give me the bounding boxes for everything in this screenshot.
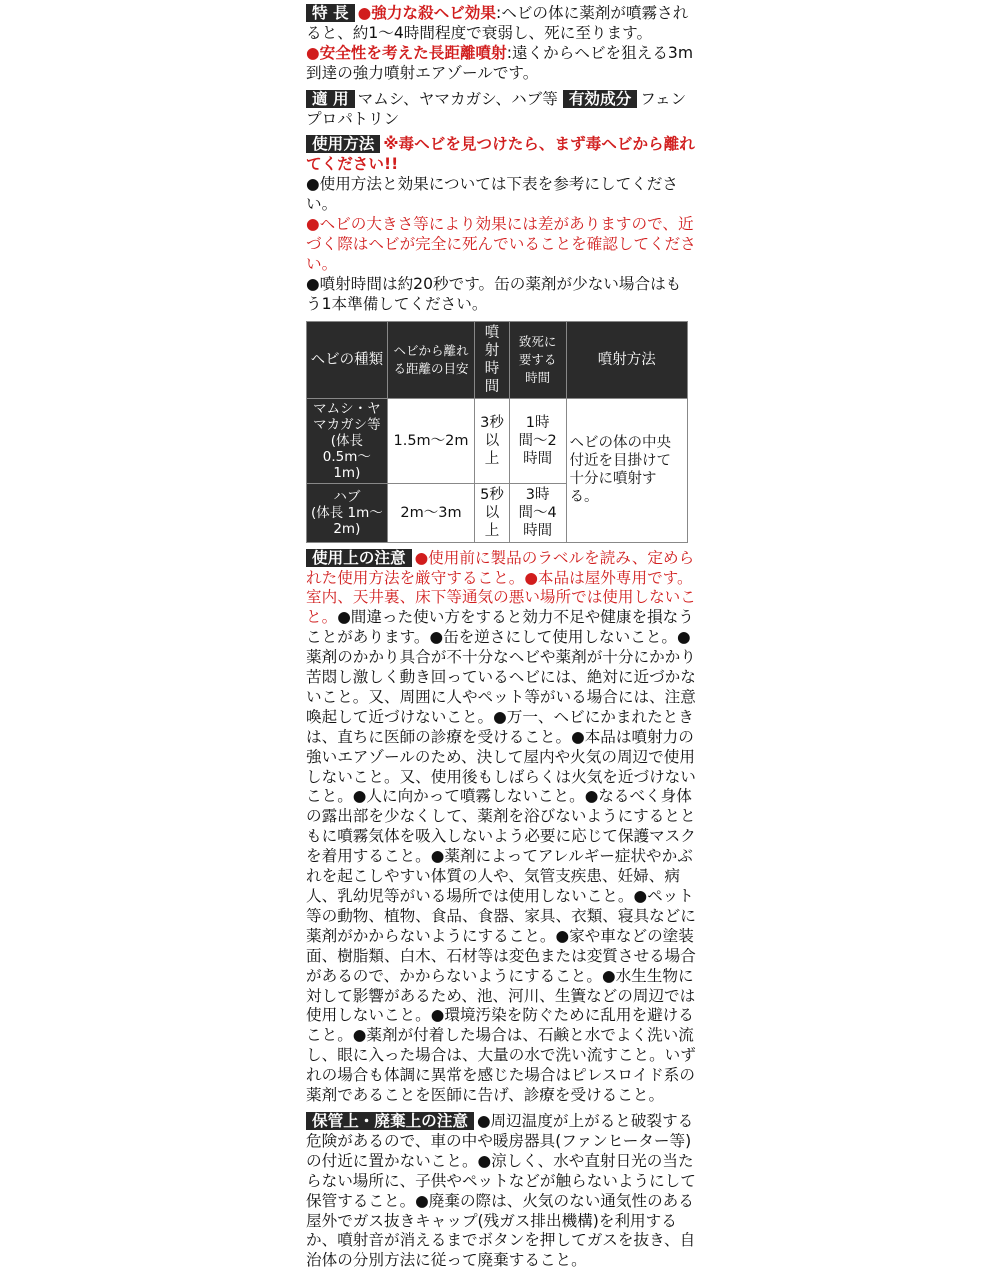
feature-2 bbox=[306, 44, 696, 84]
apply-text: マムシ、ヤマカガシ、ハブ等 bbox=[357, 89, 558, 108]
cell-lethal-time: 3時間〜4時間 bbox=[509, 483, 566, 542]
feature-2-heading: ●安全性を考えた長距離噴射 bbox=[306, 43, 507, 62]
th-lethal-time: 致死に要する時間 bbox=[509, 321, 566, 398]
precautions-section bbox=[306, 549, 696, 1106]
feature-1-heading: ●強力な殺ヘビ効果 bbox=[357, 4, 496, 22]
cell-species bbox=[307, 483, 388, 542]
features-section bbox=[306, 4, 696, 44]
species-size: (体長 1m〜2m) bbox=[310, 504, 383, 537]
cell-species bbox=[307, 398, 388, 483]
label-text-column bbox=[306, 4, 696, 1271]
precautions-red-text: ●使用前に製品のラベルを読み、定められた使用方法を厳守すること。●本品は屋外専用です。室内、天井裏、床下等通気の悪い場所では使用しないこと。 bbox=[306, 548, 696, 627]
species-size: (体長 0.5m〜1m) bbox=[322, 432, 371, 481]
usage-bullet-2: ●ヘビの大きさ等により効果には差がありますので、近づく際はヘビが完全に死んでいることを確認してください。 bbox=[306, 215, 696, 273]
feature-2-text: :遠くからヘビを狙える3m到達の強力噴射エアゾールです。 bbox=[306, 43, 694, 82]
cell-method: ヘビの体の中央付近を目掛けて十分に噴射する。 bbox=[566, 398, 687, 542]
storage-text: ●周辺温度が上がると破裂する危険があるので、車の中や暖房器具(ファンヒーター等)の付近に置かないこと。●涼しく、水や直射日光の当たらない場所に、子供やペットなどが触らないようにして保管すること。●廃棄の際は、火気のない通気性のある屋外でガス抜きキャップ(残ガス排出機構)を利用するか、噴射音が消えるまでボタンを押してガスを抜き、自治体の分別方法に従って廃棄すること。 bbox=[306, 1111, 696, 1270]
apply-section bbox=[306, 90, 696, 130]
precautions-label: 使用上の注意 bbox=[306, 549, 412, 567]
table-row bbox=[307, 398, 688, 483]
species-name: マムシ・ヤマカガシ等 bbox=[313, 400, 381, 433]
usage-warning: ※毒ヘビを見つけたら、まず毒ヘビから離れてください!! bbox=[306, 135, 695, 174]
cell-lethal-time: 1時間〜2時間 bbox=[509, 398, 566, 483]
storage-label: 保管上・廃棄上の注意 bbox=[306, 1112, 474, 1130]
usage-section bbox=[306, 135, 696, 175]
usage-bullet-1: ●使用方法と効果については下表を参考にしてください。 bbox=[306, 175, 678, 214]
usage-table bbox=[306, 321, 688, 543]
feature-1-text: :ヘビの体に薬剤が噴霧されると、約1〜4時間程度で衰弱し、死に至ります。 bbox=[306, 4, 689, 42]
cell-distance: 1.5m〜2m bbox=[387, 398, 475, 483]
th-spray-time: 噴射時間 bbox=[475, 321, 509, 398]
th-distance: ヘビから離れる距離の目安 bbox=[387, 321, 475, 398]
cell-spray-time: 5秒以上 bbox=[475, 483, 509, 542]
ingredient-text: フェンプロパトリン bbox=[306, 89, 687, 128]
th-species: ヘビの種類 bbox=[307, 321, 388, 398]
table-header-row bbox=[307, 321, 688, 398]
ingredient-label: 有効成分 bbox=[563, 90, 637, 108]
species-name: ハブ bbox=[333, 488, 361, 505]
usage-bullet-3: ●噴射時間は約20秒です。缶の薬剤が少ない場合はもう1本準備してください。 bbox=[306, 274, 682, 313]
usage-label: 使用方法 bbox=[306, 135, 380, 153]
apply-label: 適 用 bbox=[306, 90, 355, 108]
precautions-text: ●間違った使い方をすると効力不足や健康を損なうことがあります。●缶を逆さにして使用しないこと。●薬剤のかかり具合が不十分なヘビや薬剤が十分にかかり苦悶し激しく動き回っているヘビには、絶対に近づかないこと。又、周囲に人やペット等がいる場合には、注意喚起して近づけないこと。●万一、ヘビにかまれたときは、直ちに医師の診療を受けること。●本品は噴射力の強いエアゾールのため、決して屋内や火気の周辺で使用しないこと。又、使用後もしばらくは火気を近づけないこと。●人に向かって噴霧しないこと。●なるべく身体の露出部を少なくして、薬剤を浴びないようにするとともに噴霧気体を吸入しないよう必要に応じて保護マスクを着用すること。●薬剤によってアレルギー症状やかぶれを起こしやすい体質の人や、気管支疾患、妊婦、病人、乳幼児等がいる場所では使用しないこと。●ペット等の動物、植物、食品、食器、家具、衣類、寝具などに薬剤がかからないようにすること。●家や車などの塗装面、樹脂類、白木、石材等は変色または変質させる場合があるので、かからないようにすること。●水生生物に対して影響があるため、池、河川、生簀などの周辺では使用しないこと。●環境汚染を防ぐために乱用を避けること。●薬剤が付着した場合は、石鹸と水でよく洗い流し、眼に入った場合は、大量の水で洗い流すこと。いずれの場合も体調に異常を感じた場合はピレスロイド系の薬剤であることを医師に告げ、診療を受けること。 bbox=[306, 608, 696, 1105]
cell-distance: 2m〜3m bbox=[387, 483, 475, 542]
th-method: 噴射方法 bbox=[566, 321, 687, 398]
features-label: 特 長 bbox=[306, 4, 355, 22]
storage-section bbox=[306, 1112, 696, 1271]
cell-spray-time: 3秒以上 bbox=[475, 398, 509, 483]
